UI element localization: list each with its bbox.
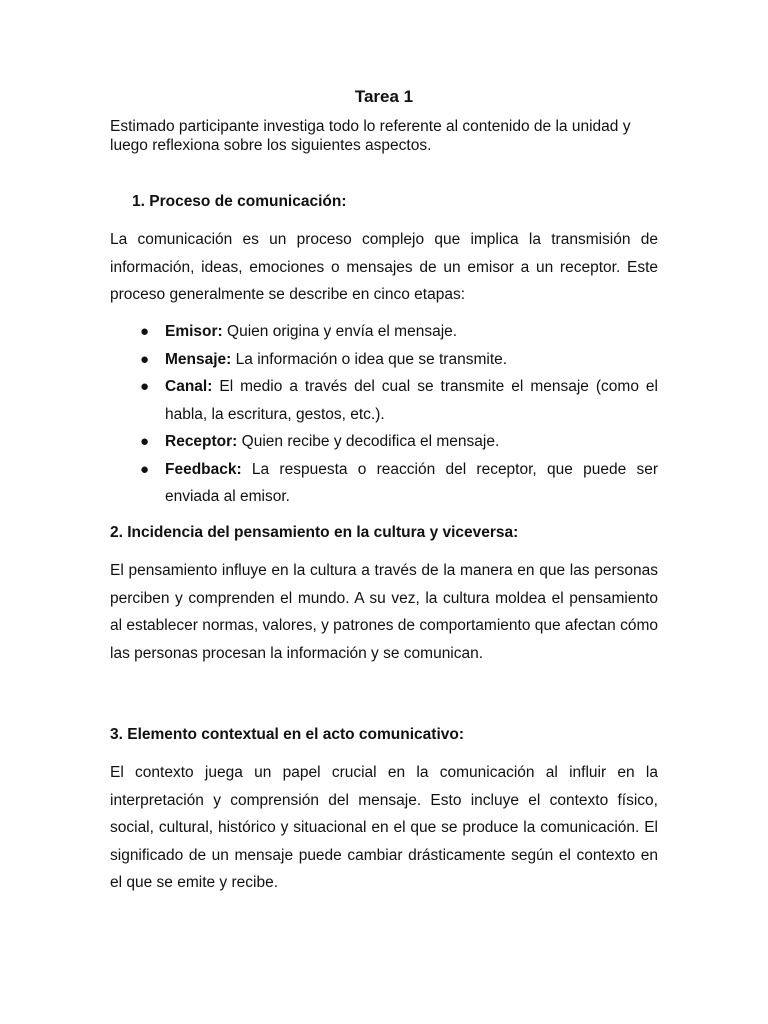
bullet-icon: ● [140,378,150,395]
list-item [110,428,658,456]
bullet-icon: ● [140,323,150,340]
section-3-heading: 3. Elemento contextual en el acto comunicativo: [110,726,465,743]
bullet-text: La respuesta o reacción del receptor, que puede ser enviada al emisor. [165,460,658,505]
section-2-heading: 2. Incidencia del pensamiento en la cultura y viceversa: [110,524,519,541]
list-item [110,373,658,428]
list-item [110,346,658,374]
intro-paragraph: Estimado participante investiga todo lo referente al contenido de la unidad y luego reflexiona sobre los siguientes aspectos. [110,118,631,154]
bullet-text: Quien recibe y decodifica el mensaje. [237,433,500,450]
bullet-icon: ● [140,350,150,368]
bullet-term: Emisor: [165,323,223,340]
section-1-paragraph: La comunicación es un proceso complejo que implica la transmisión de información, ideas, emociones o mensajes de un emisor a un receptor. Este proceso generalmente se describe en cinco etapas: [110,231,658,303]
section-1-heading: 1. Proceso de comunicación: [132,193,347,210]
bullet-icon: ● [140,460,150,478]
bullet-text: El medio a través del cual se transmite el mensaje (como el habla, la escritura, gestos, etc.). [165,378,658,423]
bullet-term: Canal: [165,378,213,395]
bullet-text: La información o idea que se transmite. [231,350,508,368]
section-3-paragraph: El contexto juega un papel crucial en la comunicación al influir en la interpretación y comprensión del mensaje. Esto incluye el contexto físico, social, cultural, histórico y situacional en el que se produce la comunicación. El significado de un mensaje puede cambiar drásticamente según el contexto en el que se emite y recibe. [110,764,658,891]
bullet-term: Feedback: [165,460,242,478]
list-item [110,318,658,346]
bullet-term: Mensaje: [165,350,232,368]
bullet-icon: ● [140,433,150,450]
communication-stages-list [110,318,658,511]
bullet-term: Receptor: [165,433,238,450]
section-2-paragraph: El pensamiento influye en la cultura a través de la manera en que las personas perciben y comprenden el mundo. A su vez, la cultura moldea el pensamiento al establecer normas, valores, y patrones de comportamiento que afectan cómo las personas procesan la información y se comunican. [110,562,658,662]
document-title: Tarea 1 [354,87,414,106]
list-item [110,456,658,511]
bullet-text: Quien origina y envía el mensaje. [222,323,458,340]
